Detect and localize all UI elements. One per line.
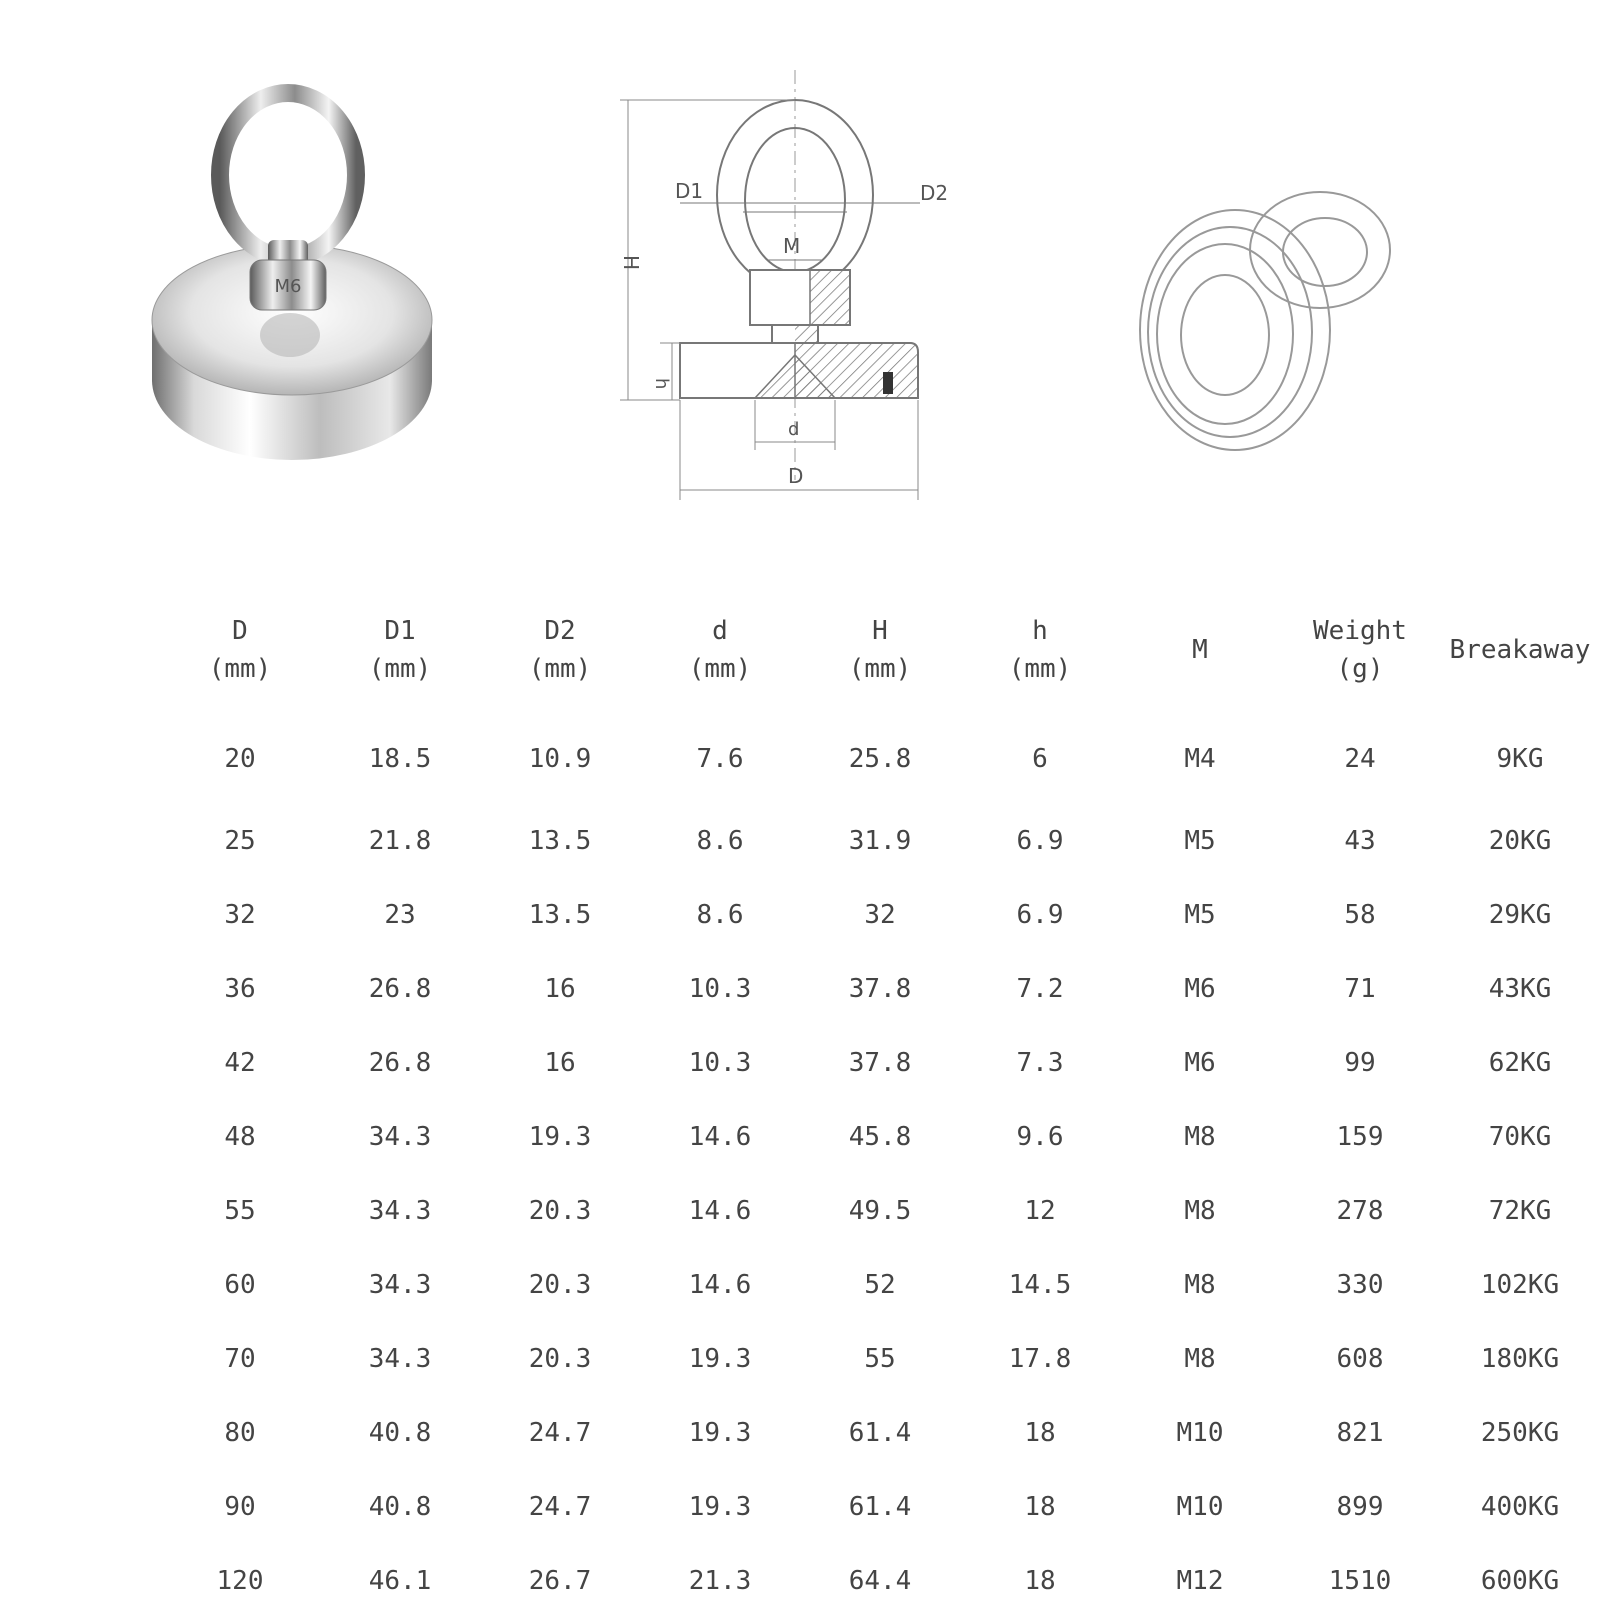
table-cell: 7.3 xyxy=(1016,1048,1064,1078)
column-header-d: D (mm) xyxy=(208,616,272,684)
label-h-upper: H xyxy=(619,255,643,271)
table-row xyxy=(160,952,1600,1026)
table-cell: M4 xyxy=(1184,744,1216,774)
table-cell: 20KG xyxy=(1488,826,1552,856)
table-cell: 18 xyxy=(1024,1418,1056,1448)
table-cell: 18 xyxy=(1024,1492,1056,1522)
table-cell: 400KG xyxy=(1480,1492,1560,1522)
table-cell: 330 xyxy=(1336,1270,1384,1300)
table-cell: 159 xyxy=(1336,1122,1384,1152)
table-cell: 14.6 xyxy=(688,1122,752,1152)
table-cell: 8.6 xyxy=(696,826,744,856)
table-cell: 6 xyxy=(1032,744,1048,774)
table-cell: 55 xyxy=(224,1196,256,1226)
table-row xyxy=(160,1100,1600,1174)
table-cell: 90 xyxy=(224,1492,256,1522)
spec-table xyxy=(160,600,1600,1618)
table-cell: 72KG xyxy=(1488,1196,1552,1226)
table-cell: M8 xyxy=(1184,1122,1216,1152)
table-cell: 26.7 xyxy=(528,1566,592,1596)
table-row xyxy=(160,1174,1600,1248)
table-cell: M8 xyxy=(1184,1344,1216,1374)
table-cell: 34.3 xyxy=(368,1122,432,1152)
table-cell: 120 xyxy=(216,1566,264,1596)
table-cell: 70 xyxy=(224,1344,256,1374)
column-header-breakaway: Breakaway xyxy=(1449,635,1591,665)
magnet-photo-illustration xyxy=(140,80,450,480)
table-cell: M6 xyxy=(1184,974,1216,1004)
table-row xyxy=(160,700,1600,804)
label-d-small: d xyxy=(788,419,800,440)
table-cell: 180KG xyxy=(1480,1344,1560,1374)
table-cell: M10 xyxy=(1176,1492,1224,1522)
table-cell: 37.8 xyxy=(848,974,912,1004)
label-h-lower: h xyxy=(651,378,672,390)
table-cell: 17.8 xyxy=(1008,1344,1072,1374)
nut-marking: M6 xyxy=(274,276,302,297)
table-row xyxy=(160,1026,1600,1100)
table-cell: 19.3 xyxy=(688,1418,752,1448)
table-cell: 24.7 xyxy=(528,1492,592,1522)
table-cell: 7.6 xyxy=(696,744,744,774)
table-cell: 55 xyxy=(864,1344,896,1374)
table-cell: 64.4 xyxy=(848,1566,912,1596)
dimension-drawing xyxy=(600,60,960,520)
table-cell: 23 xyxy=(384,900,416,930)
table-cell: 48 xyxy=(224,1122,256,1152)
table-row xyxy=(160,1322,1600,1396)
table-cell: 13.5 xyxy=(528,826,592,856)
table-cell: 20.3 xyxy=(528,1270,592,1300)
table-cell: 70KG xyxy=(1488,1122,1552,1152)
table-cell: 899 xyxy=(1336,1492,1384,1522)
table-cell: 42 xyxy=(224,1048,256,1078)
table-cell: 31.9 xyxy=(848,826,912,856)
column-header-d-small: d (mm) xyxy=(688,616,752,684)
table-header-row xyxy=(160,600,1600,700)
table-cell: 10.3 xyxy=(688,1048,752,1078)
product-photo xyxy=(140,80,450,480)
column-header-weight: Weight (g) xyxy=(1313,616,1407,684)
table-cell: 18.5 xyxy=(368,744,432,774)
table-cell: 62KG xyxy=(1488,1048,1552,1078)
table-cell: 8.6 xyxy=(696,900,744,930)
table-cell: 34.3 xyxy=(368,1344,432,1374)
table-cell: 43KG xyxy=(1488,974,1552,1004)
table-cell: 6.9 xyxy=(1016,826,1064,856)
table-cell: 32 xyxy=(864,900,896,930)
table-cell: M5 xyxy=(1184,900,1216,930)
table-row xyxy=(160,878,1600,952)
column-header-h-small: h (mm) xyxy=(1008,616,1072,684)
table-cell: 16 xyxy=(544,974,576,1004)
table-cell: 24 xyxy=(1344,744,1376,774)
table-cell: 6.9 xyxy=(1016,900,1064,930)
label-d2: D2 xyxy=(920,181,949,205)
table-cell: 14.6 xyxy=(688,1196,752,1226)
table-cell: 46.1 xyxy=(368,1566,432,1596)
table-cell: 19.3 xyxy=(688,1492,752,1522)
table-cell: 102KG xyxy=(1480,1270,1560,1300)
table-cell: 58 xyxy=(1344,900,1376,930)
label-m: M xyxy=(783,234,801,258)
table-cell: 9KG xyxy=(1496,744,1544,774)
table-cell: 99 xyxy=(1344,1048,1376,1078)
table-cell: 26.8 xyxy=(368,974,432,1004)
magnet-bottom-outline xyxy=(1120,170,1420,470)
table-cell: 19.3 xyxy=(688,1344,752,1374)
table-cell: 26.8 xyxy=(368,1048,432,1078)
table-cell: M5 xyxy=(1184,826,1216,856)
table-cell: 61.4 xyxy=(848,1418,912,1448)
cross-section-diagram xyxy=(600,60,960,520)
table-cell: M8 xyxy=(1184,1196,1216,1226)
table-cell: 278 xyxy=(1336,1196,1384,1226)
column-header-m: M xyxy=(1192,635,1208,665)
table-row xyxy=(160,1544,1600,1618)
table-cell: 29KG xyxy=(1488,900,1552,930)
label-d-large: D xyxy=(788,464,804,488)
table-cell: M12 xyxy=(1176,1566,1224,1596)
column-header-h: H (mm) xyxy=(848,616,912,684)
table-cell: M8 xyxy=(1184,1270,1216,1300)
column-header-d2: D2 (mm) xyxy=(528,616,592,684)
table-cell: 18 xyxy=(1024,1566,1056,1596)
column-header-d1: D1 (mm) xyxy=(368,616,432,684)
label-d1: D1 xyxy=(675,179,704,203)
table-cell: 7.2 xyxy=(1016,974,1064,1004)
table-row xyxy=(160,1248,1600,1322)
table-cell: 20.3 xyxy=(528,1196,592,1226)
table-body xyxy=(160,700,1600,1618)
table-cell: 37.8 xyxy=(848,1048,912,1078)
table-cell: M10 xyxy=(1176,1418,1224,1448)
bottom-view-sketch xyxy=(1120,170,1420,470)
table-cell: 1510 xyxy=(1328,1566,1392,1596)
table-cell: 21.3 xyxy=(688,1566,752,1596)
table-cell: 25.8 xyxy=(848,744,912,774)
table-cell: 14.6 xyxy=(688,1270,752,1300)
table-cell: 24.7 xyxy=(528,1418,592,1448)
table-cell: 34.3 xyxy=(368,1270,432,1300)
table-cell: 13.5 xyxy=(528,900,592,930)
table-cell: 32 xyxy=(224,900,256,930)
table-cell: 34.3 xyxy=(368,1196,432,1226)
table-cell: 36 xyxy=(224,974,256,1004)
table-cell: 40.8 xyxy=(368,1492,432,1522)
table-cell: 80 xyxy=(224,1418,256,1448)
table-cell: 10.3 xyxy=(688,974,752,1004)
table-cell: 21.8 xyxy=(368,826,432,856)
table-row xyxy=(160,1470,1600,1544)
table-cell: 14.5 xyxy=(1008,1270,1072,1300)
table-row xyxy=(160,804,1600,878)
table-cell: 71 xyxy=(1344,974,1376,1004)
table-cell: M6 xyxy=(1184,1048,1216,1078)
table-cell: 40.8 xyxy=(368,1418,432,1448)
table-cell: 600KG xyxy=(1480,1566,1560,1596)
table-cell: 60 xyxy=(224,1270,256,1300)
table-cell: 9.6 xyxy=(1016,1122,1064,1152)
table-cell: 12 xyxy=(1024,1196,1056,1226)
table-cell: 52 xyxy=(864,1270,896,1300)
table-cell: 61.4 xyxy=(848,1492,912,1522)
table-cell: 49.5 xyxy=(848,1196,912,1226)
table-cell: 20 xyxy=(224,744,256,774)
table-cell: 250KG xyxy=(1480,1418,1560,1448)
table-cell: 19.3 xyxy=(528,1122,592,1152)
table-cell: 20.3 xyxy=(528,1344,592,1374)
table-cell: 43 xyxy=(1344,826,1376,856)
table-cell: 821 xyxy=(1336,1418,1384,1448)
table-cell: 45.8 xyxy=(848,1122,912,1152)
table-cell: 16 xyxy=(544,1048,576,1078)
table-cell: 10.9 xyxy=(528,744,592,774)
table-cell: 25 xyxy=(224,826,256,856)
table-cell: 608 xyxy=(1336,1344,1384,1374)
table-row xyxy=(160,1396,1600,1470)
